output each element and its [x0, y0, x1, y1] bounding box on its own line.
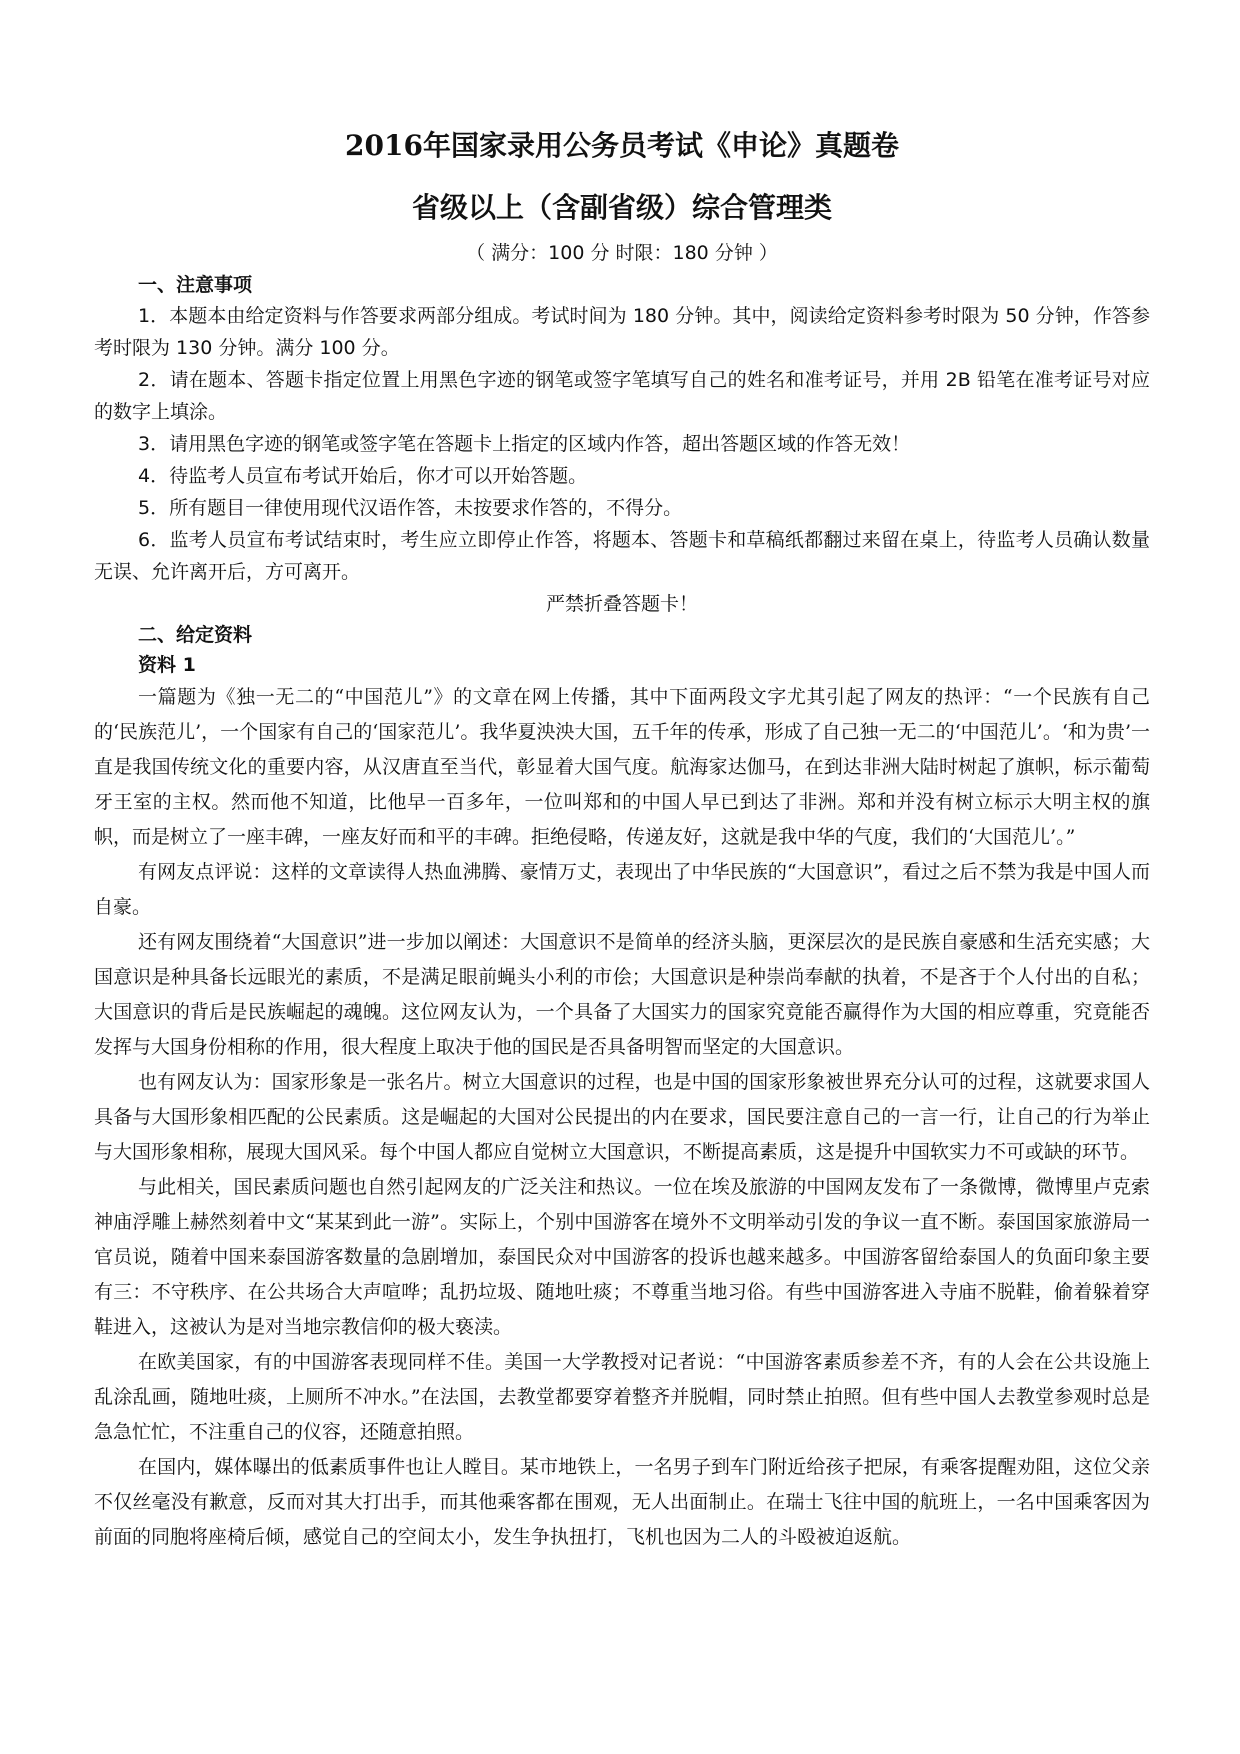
- notice-item: 6．监考人员宣布考试结束时，考生应立即停止作答，将题本、答题卡和草稿纸都翻过来留在桌上，待监考人员确认数量无误、允许离开后，方可离开。: [94, 529, 1150, 583]
- material-paragraph: 有网友点评说：这样的文章读得人热血沸腾、豪情万丈，表现出了中华民族的“大国意识”，看过之后不禁为我是中国人而自豪。: [94, 861, 1150, 918]
- material-paragraph: 在国内，媒体曝出的低素质事件也让人瞠目。某市地铁上，一名男子到车门附近给孩子把尿，有乘客提醒劝阻，这位父亲不仅丝毫没有歉意，反而对其大打出手，而其他乘客都在围观，无人出面制止。在瑞士飞往中国的航班上，一名中国乘客因为前面的同胞将座椅后倾，感觉自己的空间太小，发生争执扭打，飞机也因为二人的斗殴被迫返航。: [94, 1456, 1150, 1548]
- material-paragraph: 还有网友围绕着“大国意识”进一步加以阐述：大国意识不是简单的经济头脑，更深层次的是民族自豪感和生活充实感；大国意识是种具备长远眼光的素质，不是满足眼前蝇头小利的市侩；大国意识是种崇尚奉献的执着，不是吝于个人付出的自私；大国意识的背后是民族崛起的魂魄。这位网友认为，一个具备了大国实力的国家究竟能否赢得作为大国的相应尊重，究竟能否发挥与大国身份相称的作用，很大程度上取决于他的国民是否具备明智而坚定的大国意识。: [94, 931, 1150, 1058]
- notice-item: 2．请在题本、答题卡指定位置上用黑色字迹的钢笔或签字笔填写自己的姓名和准考证号，并用 2B 铅笔在准考证号对应的数字上填涂。: [94, 369, 1150, 423]
- notice-item: 1．本题本由给定资料与作答要求两部分组成。考试时间为 180 分钟。其中，阅读给定资料参考时限为 50 分钟，作答参考时限为 130 分钟。满分 100 分。: [94, 305, 1150, 359]
- material-heading: 二、给定资料: [138, 624, 253, 646]
- notice-item: 5．所有题目一律使用现代汉语作答，未按要求作答的，不得分。: [138, 497, 683, 519]
- material-paragraph: 也有网友认为：国家形象是一张名片。树立大国意识的过程，也是中国的国家形象被世界充分认可的过程，这就要求国人具备与大国形象相匹配的公民素质。这是崛起的大国对公民提出的内在要求，国民要注意自己的一言一行，让自己的行为举止与大国形象相称，展现大国风采。每个中国人都应自觉树立大国意识，不断提高素质，这是提升中国软实力不可或缺的环节。: [94, 1071, 1150, 1163]
- page-subtitle: 省级以上（含副省级）综合管理类: [411, 191, 832, 224]
- material-title: 资料 1: [138, 654, 196, 676]
- exam-meta: （ 满分：100 分 时限：180 分钟 ）: [466, 242, 778, 264]
- page-title: 2016年国家录用公务员考试《申论》真题卷: [345, 129, 899, 162]
- material-paragraph: 一篇题为《独一无二的“中国范儿”》的文章在网上传播，其中下面两段文字尤其引起了网友的热评：“一个民族有自己的‘民族范儿’，一个国家有自己的‘国家范儿’。我华夏泱泱大国，五千年的传承，形成了自己独一无二的‘中国范儿’。‘和为贵’一直是我国传统文化的重要内容，从汉唐直至当代，彰显着大国气度。航海家达伽马，在到达非洲大陆时树起了旗帜，标示葡萄牙王室的主权。然而他不知道，比他早一百多年，一位叫郑和的中国人早已到达了非洲。郑和并没有树立标示大明主权的旗帜，而是树立了一座丰碑，一座友好而和平的丰碑。拒绝侵略，传递友好，这就是我中华的气度，我们的‘大国范儿’。”: [94, 686, 1150, 848]
- warning-note: 严禁折叠答题卡！: [545, 593, 698, 615]
- material-paragraph: 在欧美国家，有的中国游客表现同样不佳。美国一大学教授对记者说：“中国游客素质参差不齐，有的人会在公共设施上乱涂乱画，随地吐痰，上厕所不冲水。”在法国，去教堂都要穿着整齐并脱帽，同时禁止拍照。但有些中国人去教堂参观时总是急急忙忙，不注重自己的仪容，还随意拍照。: [94, 1351, 1150, 1443]
- material-paragraph: 与此相关，国民素质问题也自然引起网友的广泛关注和热议。一位在埃及旅游的中国网友发布了一条微博，微博里卢克索神庙浮雕上赫然刻着中文“某某到此一游”。实际上，个别中国游客在境外不文明举动引发的争议一直不断。泰国国家旅游局一官员说，随着中国来泰国游客数量的急剧增加，泰国民众对中国游客的投诉也越来越多。中国游客留给泰国人的负面印象主要有三：不守秩序、在公共场合大声喧哗；乱扔垃圾、随地吐痰；不尊重当地习俗。有些中国游客进入寺庙不脱鞋，偷着躲着穿鞋进入，这被认为是对当地宗教信仰的极大亵渎。: [94, 1176, 1150, 1338]
- notice-item: 3．请用黑色字迹的钢笔或签字笔在答题卡上指定的区域内作答，超出答题区域的作答无效！: [138, 433, 911, 455]
- notice-item: 4．待监考人员宣布考试开始后，你才可以开始答题。: [138, 465, 588, 487]
- notice-heading: 一、注意事项: [138, 274, 253, 296]
